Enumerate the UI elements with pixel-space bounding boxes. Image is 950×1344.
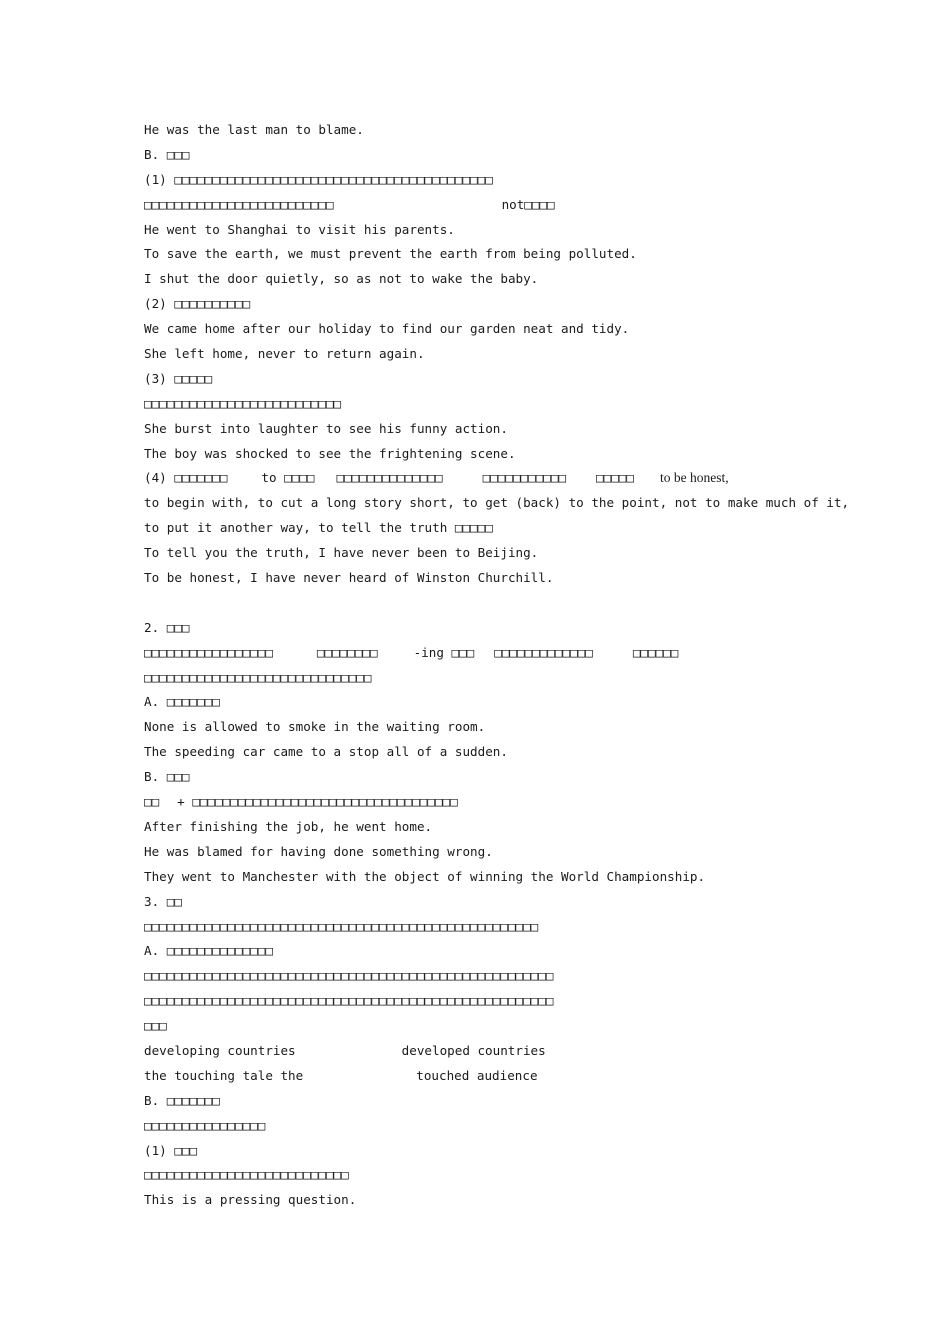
line-text: To tell you the truth, I have never been to Beijing. bbox=[144, 545, 539, 561]
text-line bbox=[144, 491, 850, 516]
line-text: We came home after our holiday to find our garden neat and tidy. bbox=[144, 321, 630, 337]
example-sentence bbox=[144, 342, 824, 367]
line-text: the touching tale the bbox=[144, 1067, 304, 1083]
line-text: He went to Shanghai to visit his parents. bbox=[144, 221, 455, 237]
line-text: to begin with, to cut a long story short, to get (back) to the point, not to make much of it, bbox=[144, 495, 850, 511]
line-text: The speeding car came to a stop all of a sudden. bbox=[144, 744, 508, 760]
line-text: □□□□□□□□ bbox=[316, 644, 378, 660]
example-sentence bbox=[144, 417, 824, 442]
document-page bbox=[144, 118, 850, 1213]
example-sentence bbox=[144, 566, 824, 591]
line-text: After finishing the job, he went home. bbox=[144, 818, 433, 834]
line-text: □□□□□□ bbox=[632, 644, 679, 660]
line-text: A. □□□□□□□□□□□□□□ bbox=[144, 943, 273, 959]
line-text: □□□□□□□□□□□□□□□□□□□□□□□□□□□□□□□□□□□□□□□□□□□□□□□□□□□□□□ bbox=[144, 993, 554, 1009]
example-sentence bbox=[144, 815, 824, 840]
text-line bbox=[144, 790, 824, 815]
subheading-b bbox=[144, 765, 824, 790]
text-line bbox=[144, 915, 824, 940]
line-text: To save the earth, we must prevent the earth from being polluted. bbox=[144, 246, 637, 262]
line-text: None is allowed to smoke in the waiting room. bbox=[144, 719, 486, 735]
text-line bbox=[144, 641, 824, 666]
line-text: □□□□□ bbox=[596, 470, 634, 486]
subheading-b bbox=[144, 143, 824, 168]
line-text: To be honest, I have never heard of Winston Churchill. bbox=[144, 570, 554, 586]
example-sentence bbox=[144, 715, 824, 740]
text-line-4 bbox=[144, 193, 824, 218]
line-text: B. □□□ bbox=[144, 769, 190, 785]
line-text: □□□□□□□□□□□□□ bbox=[494, 644, 593, 660]
line-text: □□□□□□□□□□□□□□□□□□□□□□□□□ bbox=[144, 196, 334, 212]
line-text: The boy was shocked to see the frightening scene. bbox=[144, 445, 516, 461]
line-text: (1) □□□ bbox=[144, 1142, 198, 1158]
line-text: + □□□□□□□□□□□□□□□□□□□□□□□□□□□□□□□□□□□ bbox=[177, 794, 458, 810]
line-text: (2) □□□□□□□□□□ bbox=[144, 296, 251, 312]
example-sentence bbox=[144, 218, 824, 243]
example-sentence bbox=[144, 865, 824, 890]
text-line-1 bbox=[144, 118, 824, 143]
line-text: to □□□□ bbox=[261, 470, 315, 486]
example-sentence bbox=[144, 840, 824, 865]
subheading-b bbox=[144, 1089, 824, 1114]
line-text: They went to Manchester with the object of winning the World Championship. bbox=[144, 868, 706, 884]
section-heading-2 bbox=[144, 616, 824, 641]
line-text: She left home, never to return again. bbox=[144, 346, 425, 362]
example-sentence bbox=[144, 267, 824, 292]
line-text: □□□□□□□□□□□□□□ bbox=[336, 470, 443, 486]
line-text: He was blamed for having done something wrong. bbox=[144, 843, 493, 859]
example-sentence bbox=[144, 242, 824, 267]
example-sentence bbox=[144, 740, 824, 765]
line-text: □□□□□□□□□□□□□□□□□□□□□□□□□□□□□□□□□□□□□□□□□□□□□□□□□□□□ bbox=[144, 918, 539, 934]
line-text: □□ bbox=[144, 794, 160, 810]
list-heading bbox=[144, 367, 824, 392]
line-text: touched audience bbox=[416, 1067, 538, 1083]
example-pair bbox=[144, 1064, 824, 1089]
subheading-a bbox=[144, 939, 824, 964]
line-text: □□□□□□□□□□□□□□□□□□□□□□□□□□ bbox=[144, 395, 342, 411]
line-text: I shut the door quietly, so as not to wake the baby. bbox=[144, 271, 539, 287]
line-text: He was the last man to blame. bbox=[144, 122, 364, 137]
example-sentence bbox=[144, 541, 824, 566]
example-pair bbox=[144, 1039, 824, 1064]
line-text: A. □□□□□□□ bbox=[144, 694, 220, 710]
line-text: □□□□□□□□□□□ bbox=[482, 470, 567, 486]
text-line-3 bbox=[144, 168, 824, 193]
text-line bbox=[144, 392, 824, 417]
blank-line bbox=[144, 591, 824, 616]
line-text: to put it another way, to tell the truth □□□□□ bbox=[144, 520, 493, 536]
subheading-a bbox=[144, 690, 824, 715]
line-text: □□□□□□□□□□□□□□□□□□□□□□□□□□□□□□□□□□□□□□□□□□□□□□□□□□□□□□ bbox=[144, 968, 554, 984]
line-text: (4) □□□□□□□ bbox=[144, 470, 228, 486]
section-heading-3 bbox=[144, 890, 824, 915]
line-text: □□□□□□□□□□□□□□□□ bbox=[144, 1117, 266, 1133]
example-sentence bbox=[144, 317, 824, 342]
line-text: to be honest, bbox=[659, 470, 729, 486]
line-text: not□□□□ bbox=[501, 196, 555, 212]
line-text: She burst into laughter to see his funny action. bbox=[144, 420, 508, 436]
text-line bbox=[144, 1014, 824, 1039]
line-text: (1) □□□□□□□□□□□□□□□□□□□□□□□□□□□□□□□□□□□□□□□□□□ bbox=[144, 171, 493, 187]
example-sentence bbox=[144, 442, 824, 467]
example-sentence bbox=[144, 1188, 824, 1213]
line-text: -ing □□□ bbox=[413, 644, 475, 660]
line-text: 2. □□□ bbox=[144, 619, 190, 635]
line-text: □□□□□□□□□□□□□□□□□□□□□□□□□□□ bbox=[144, 1167, 349, 1183]
line-text: 3. □□ bbox=[144, 893, 182, 909]
line-text: This is a pressing question. bbox=[144, 1192, 357, 1208]
list-heading bbox=[144, 292, 824, 317]
text-line bbox=[144, 989, 824, 1014]
line-text: □□□□□□□□□□□□□□□□□ bbox=[144, 644, 273, 660]
line-text: developed countries bbox=[401, 1042, 546, 1058]
text-line bbox=[144, 1114, 824, 1139]
text-line bbox=[144, 1163, 824, 1188]
line-text: □□□□□□□□□□□□□□□□□□□□□□□□□□□□□□ bbox=[144, 669, 372, 685]
text-line bbox=[144, 516, 824, 541]
line-text: B. □□□ bbox=[144, 146, 190, 162]
text-line bbox=[144, 964, 824, 989]
text-line bbox=[144, 666, 824, 691]
list-heading bbox=[144, 1139, 824, 1164]
list-heading bbox=[144, 466, 824, 491]
line-text: developing countries bbox=[144, 1042, 296, 1058]
line-text: B. □□□□□□□ bbox=[144, 1092, 220, 1108]
line-text: □□□ bbox=[144, 1018, 167, 1034]
line-text: (3) □□□□□ bbox=[144, 370, 213, 386]
